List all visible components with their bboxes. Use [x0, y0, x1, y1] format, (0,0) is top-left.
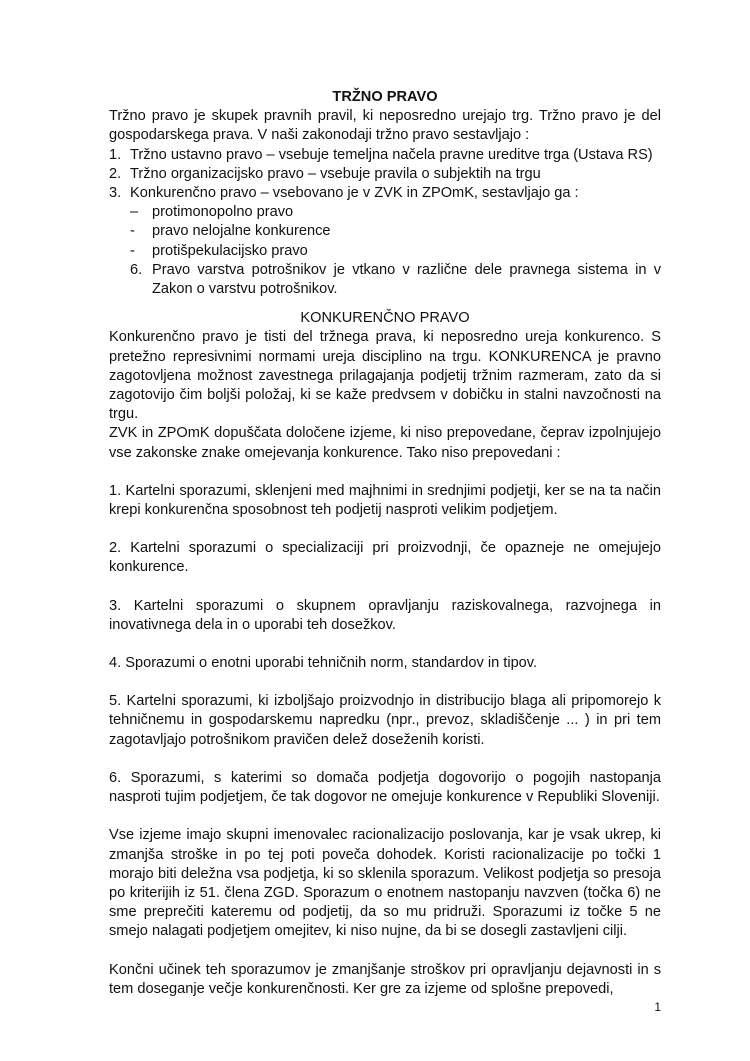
- list-text: Tržno ustavno pravo – vsebuje temeljna načela pravne ureditve trga (Ustava RS): [130, 146, 653, 163]
- exception-item: 3. Kartelni sporazumi o skupnem opravljanju raziskovalnega, razvojnega in inovativnega dela in o uporabi teh dosežkov.: [109, 597, 661, 633]
- main-list: [109, 146, 661, 300]
- list-number: 3.: [109, 185, 122, 202]
- sub-list-item: [130, 203, 661, 222]
- sub-list-item: [130, 222, 661, 241]
- sub-list-item: [130, 242, 661, 261]
- sub-list-item: [130, 261, 661, 299]
- competition-definition-paragraph: Konkurenčno pravo je tisti del tržnega prava, ki neposredno ureja konkurenco. S pretežno represivnimi normami ureja disciplino na trgu. KONKURENCA je pravno zagotovljena možnost zavestnega prilagajanja podjetij tržnim razmeram, zato da si zagotovijo čim boljši položaj, ki se kaže predvsem v dobičku in stalni navzočnosti na trgu.: [109, 329, 661, 423]
- list-text: Konkurenčno pravo – vsebovano je v ZVK in ZPOmK, sestavljajo ga :: [130, 185, 579, 202]
- intro-paragraph: Tržno pravo je skupek pravnih pravil, ki neposredno urejajo trg. Tržno pravo je del gospodarskega prava. V naši zakonodaji tržno pravo sestavljajo :: [109, 108, 661, 144]
- list-item: [109, 184, 661, 203]
- bullet-dash: –: [130, 204, 139, 221]
- list-item: [109, 165, 661, 184]
- sub-list-text: Pravo varstva potrošnikov je vtkano v različne dele pravnega sistema in v Zakon o varstvu potrošnikov.: [152, 261, 661, 298]
- list-number: 2.: [109, 165, 122, 182]
- document-page: [109, 88, 661, 999]
- final-paragraph: Končni učinek teh sporazumov je zmanjšanje stroškov pri opravljanju dejavnosti in s tem doseganje večje konkurenčnosti. Ker gre za izjeme od splošne prepovedi,: [109, 961, 661, 997]
- exception-item: 2. Kartelni sporazumi o specializaciji pri proizvodnji, če opazneje ne omejujejo konkurence.: [109, 540, 661, 576]
- sub-list-text: protišpekulacijsko pravo: [152, 242, 308, 259]
- exceptions-intro-paragraph: ZVK in ZPOmK dopuščata določene izjeme, ki niso prepovedane, čeprav izpolnjujejo vse zakonske znake omejevanja konkurence. Tako niso prepovedani :: [109, 425, 661, 461]
- sub-list: [130, 203, 661, 299]
- list-number: 1.: [109, 146, 122, 163]
- bullet-dash: -: [130, 242, 135, 259]
- list-text: Tržno organizacijsko pravo – vsebuje pravila o subjektih na trgu: [130, 165, 541, 182]
- exception-item: 4. Sporazumi o enotni uporabi tehničnih norm, standardov in tipov.: [109, 655, 538, 672]
- document-title: TRŽNO PRAVO: [332, 89, 438, 105]
- bullet-dash: -: [130, 223, 135, 240]
- sub-list-text: pravo nelojalne konkurence: [152, 223, 331, 240]
- sub-list-text: protimonopolno pravo: [152, 204, 294, 221]
- exception-item: 1. Kartelni sporazumi, sklenjeni med majhnimi in srednjimi podjetji, ker se na ta način krepi konkurenčna sposobnost teh podjetij nasproti velikim podjetjem.: [109, 482, 661, 519]
- page-number: 1: [654, 1000, 661, 1014]
- list-item: [109, 146, 661, 165]
- section-heading: KONKURENČNO PRAVO: [300, 310, 470, 327]
- exception-item: 5. Kartelni sporazumi, ki izboljšajo proizvodnjo in distribucijo blaga ali pripomorejo k tehničnemu in gospodarskemu napredku (npr., prevoz, skladiščenje ... ) in pri tem zagotavljajo potrošnikom pravičen delež doseženih koristi.: [109, 693, 661, 748]
- rationalization-paragraph: Vse izjeme imajo skupni imenovalec racionalizacijo poslovanja, kar je vsak ukrep, ki zmanjša stroške in po tej poti poveča dohodek. Koristi racionalizacije po točki 1 morajo biti deležna vsa podjetja, ki so sklenila sporazum. Velikost podjetja so presoja po kriterijih iz 51. člena ZGD. Sporazum o enotnem nastopanju navzven (točka 6) ne sme preprečiti kateremu od podjetij, da so mu pridruži. Sporazumi iz točke 5 ne smejo nalagati podjetjem omejitev, ki niso nujne, da bi se dosegli zastavljeni cilji.: [109, 827, 661, 940]
- list-number: 6.: [130, 261, 143, 278]
- exception-item: 6. Sporazumi, s katerimi so domača podjetja dogovorijo o pogojih nastopanja nasproti tujim podjetjem, če tak dogovor ne omejuje konkurence v Republiki Sloveniji.: [109, 769, 661, 806]
